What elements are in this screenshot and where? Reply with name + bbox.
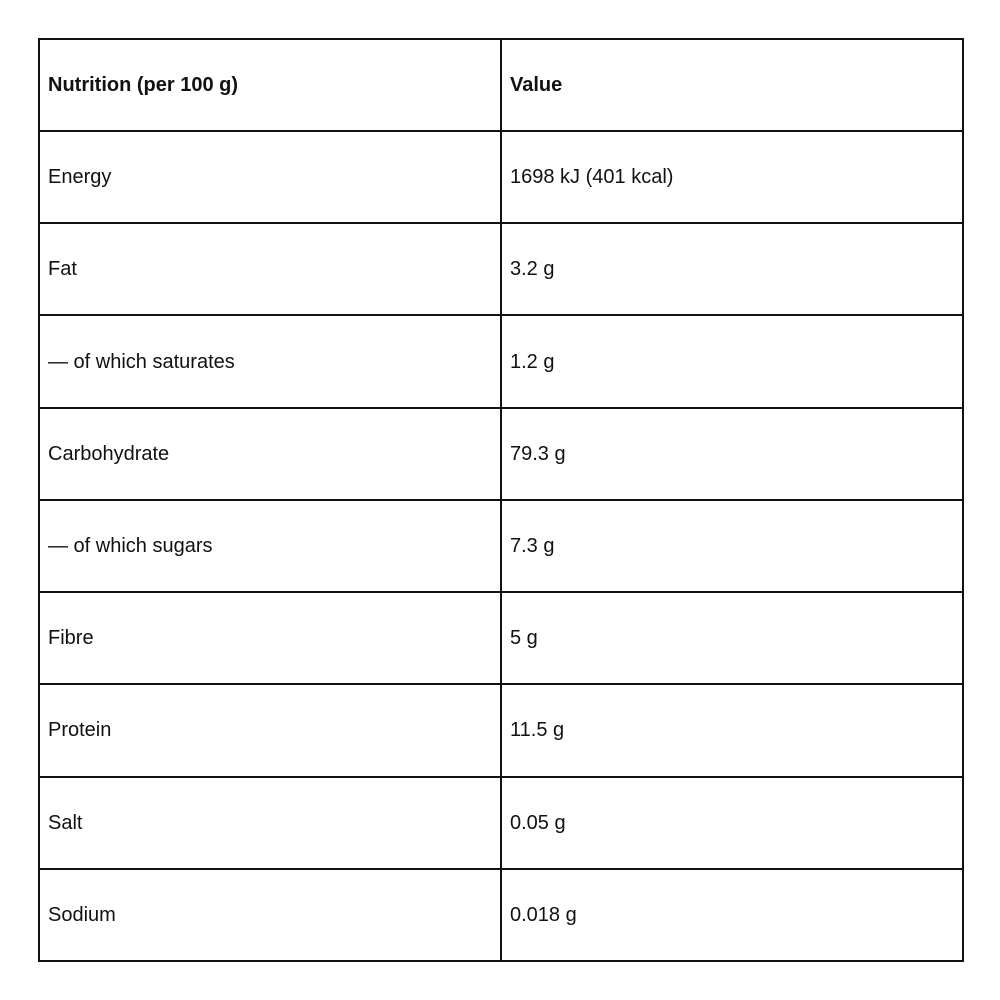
table-row	[39, 131, 963, 223]
nutrient-name: Fibre	[39, 592, 501, 684]
nutrient-name: Salt	[39, 777, 501, 869]
nutrient-value: 11.5 g	[501, 684, 963, 776]
table-row	[39, 592, 963, 684]
nutrient-value: 5 g	[501, 592, 963, 684]
table-row	[39, 777, 963, 869]
table-row	[39, 869, 963, 961]
table-row	[39, 315, 963, 407]
table-header	[39, 39, 963, 131]
table-row	[39, 684, 963, 776]
nutrient-value: 3.2 g	[501, 223, 963, 315]
header-nutrient: Nutrition (per 100 g)	[39, 39, 501, 131]
table-row	[39, 408, 963, 500]
nutrient-name: Fat	[39, 223, 501, 315]
nutrient-value: 7.3 g	[501, 500, 963, 592]
nutrient-value: 79.3 g	[501, 408, 963, 500]
nutrient-name: — of which sugars	[39, 500, 501, 592]
table-body	[39, 131, 963, 961]
nutrient-name: Carbohydrate	[39, 408, 501, 500]
nutrient-value: 0.018 g	[501, 869, 963, 961]
header-row	[39, 39, 963, 131]
table-row	[39, 223, 963, 315]
nutrient-value: 1698 kJ (401 kcal)	[501, 131, 963, 223]
nutrient-name: Energy	[39, 131, 501, 223]
table-row	[39, 500, 963, 592]
nutrient-value: 0.05 g	[501, 777, 963, 869]
nutrient-name: Protein	[39, 684, 501, 776]
nutrient-name: Sodium	[39, 869, 501, 961]
nutrient-name: — of which saturates	[39, 315, 501, 407]
nutrition-table	[38, 38, 964, 962]
header-value: Value	[501, 39, 963, 131]
nutrient-value: 1.2 g	[501, 315, 963, 407]
